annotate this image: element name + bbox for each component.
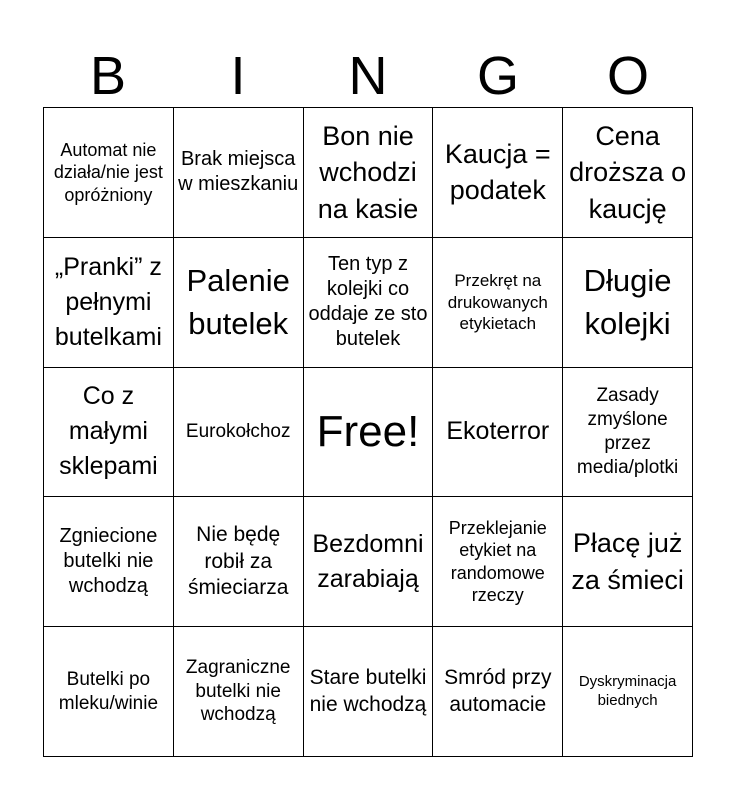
- header-letter-o: O: [606, 46, 649, 106]
- bingo-cell[interactable]: [174, 627, 304, 757]
- cell-text: Automat nie działa/nie jest opróżniony: [53, 139, 163, 205]
- bingo-cell[interactable]: [433, 238, 563, 368]
- bingo-cell[interactable]: [304, 627, 434, 757]
- bingo-cell[interactable]: [563, 108, 693, 238]
- cell-text: Przekręt na drukowanych etykietach: [447, 271, 548, 333]
- cell-text: Co z małymi sklepami: [59, 382, 158, 481]
- free-text: Free!: [316, 407, 420, 457]
- cell-text: Brak miejsca w mieszkaniu: [178, 148, 299, 196]
- bingo-cell[interactable]: [174, 497, 304, 627]
- cell-text: Dyskryminacja biednych: [578, 672, 677, 709]
- header-letter-b: B: [89, 46, 127, 106]
- cell-text: Długie kolejki: [583, 262, 672, 342]
- cell-text: Ten typ z kolejki co oddaje ze sto butelek: [308, 253, 428, 351]
- cell-text: Nie będę robił za śmieciarza: [188, 523, 289, 599]
- cell-text: Kaucja = podatek: [444, 138, 551, 206]
- bingo-cell[interactable]: [44, 627, 174, 757]
- bingo-cell[interactable]: [44, 108, 174, 238]
- bingo-cell[interactable]: [174, 238, 304, 368]
- cell-text: Stare butelki nie wchodzą: [309, 666, 427, 716]
- bingo-cell[interactable]: [174, 108, 304, 238]
- bingo-cell[interactable]: [174, 368, 304, 498]
- cell-text: Smród przy automacie: [444, 666, 552, 716]
- cell-text: Zagraniczne butelki nie wchodzą: [185, 656, 291, 726]
- bingo-cell[interactable]: [44, 497, 174, 627]
- bingo-board: [43, 107, 693, 757]
- bingo-cell[interactable]: [44, 368, 174, 498]
- bingo-cell[interactable]: [563, 497, 693, 627]
- free-cell[interactable]: [304, 368, 434, 498]
- bingo-cell[interactable]: [304, 497, 434, 627]
- cell-text: Przeklejanie etykiet na randomowe rzeczy: [448, 517, 547, 606]
- bingo-header: [43, 46, 693, 106]
- bingo-cell[interactable]: [433, 627, 563, 757]
- bingo-cell[interactable]: [44, 238, 174, 368]
- cell-text: Bezdomni zarabiają: [312, 529, 424, 593]
- header-letter-i: I: [230, 46, 246, 106]
- bingo-cell[interactable]: [563, 238, 693, 368]
- cell-text: Butelki po mleku/winie: [58, 668, 159, 714]
- cell-text: Płacę już za śmieci: [571, 528, 684, 595]
- bingo-cell[interactable]: [563, 627, 693, 757]
- bingo-cell[interactable]: [433, 497, 563, 627]
- bingo-cell[interactable]: [433, 368, 563, 498]
- cell-text: Bon nie wchodzi na kasie: [317, 120, 419, 224]
- header-letter-n: N: [348, 46, 388, 106]
- bingo-cell[interactable]: [304, 238, 434, 368]
- cell-text: Zasady zmyślone przez media/plotki: [576, 385, 679, 478]
- cell-text: Cena droższa o kaucję: [569, 120, 687, 224]
- cell-text: Palenie butelek: [186, 262, 290, 342]
- cell-text: „Pranki” z pełnymi butelkami: [54, 252, 162, 351]
- bingo-cell[interactable]: [304, 108, 434, 238]
- cell-text: Zgniecione butelki nie wchodzą: [59, 525, 158, 598]
- cell-text: Eurokołchoz: [185, 421, 291, 443]
- cell-text: Ekoterror: [446, 417, 550, 446]
- header-letter-g: G: [476, 46, 519, 106]
- bingo-cell[interactable]: [433, 108, 563, 238]
- bingo-cell[interactable]: [563, 368, 693, 498]
